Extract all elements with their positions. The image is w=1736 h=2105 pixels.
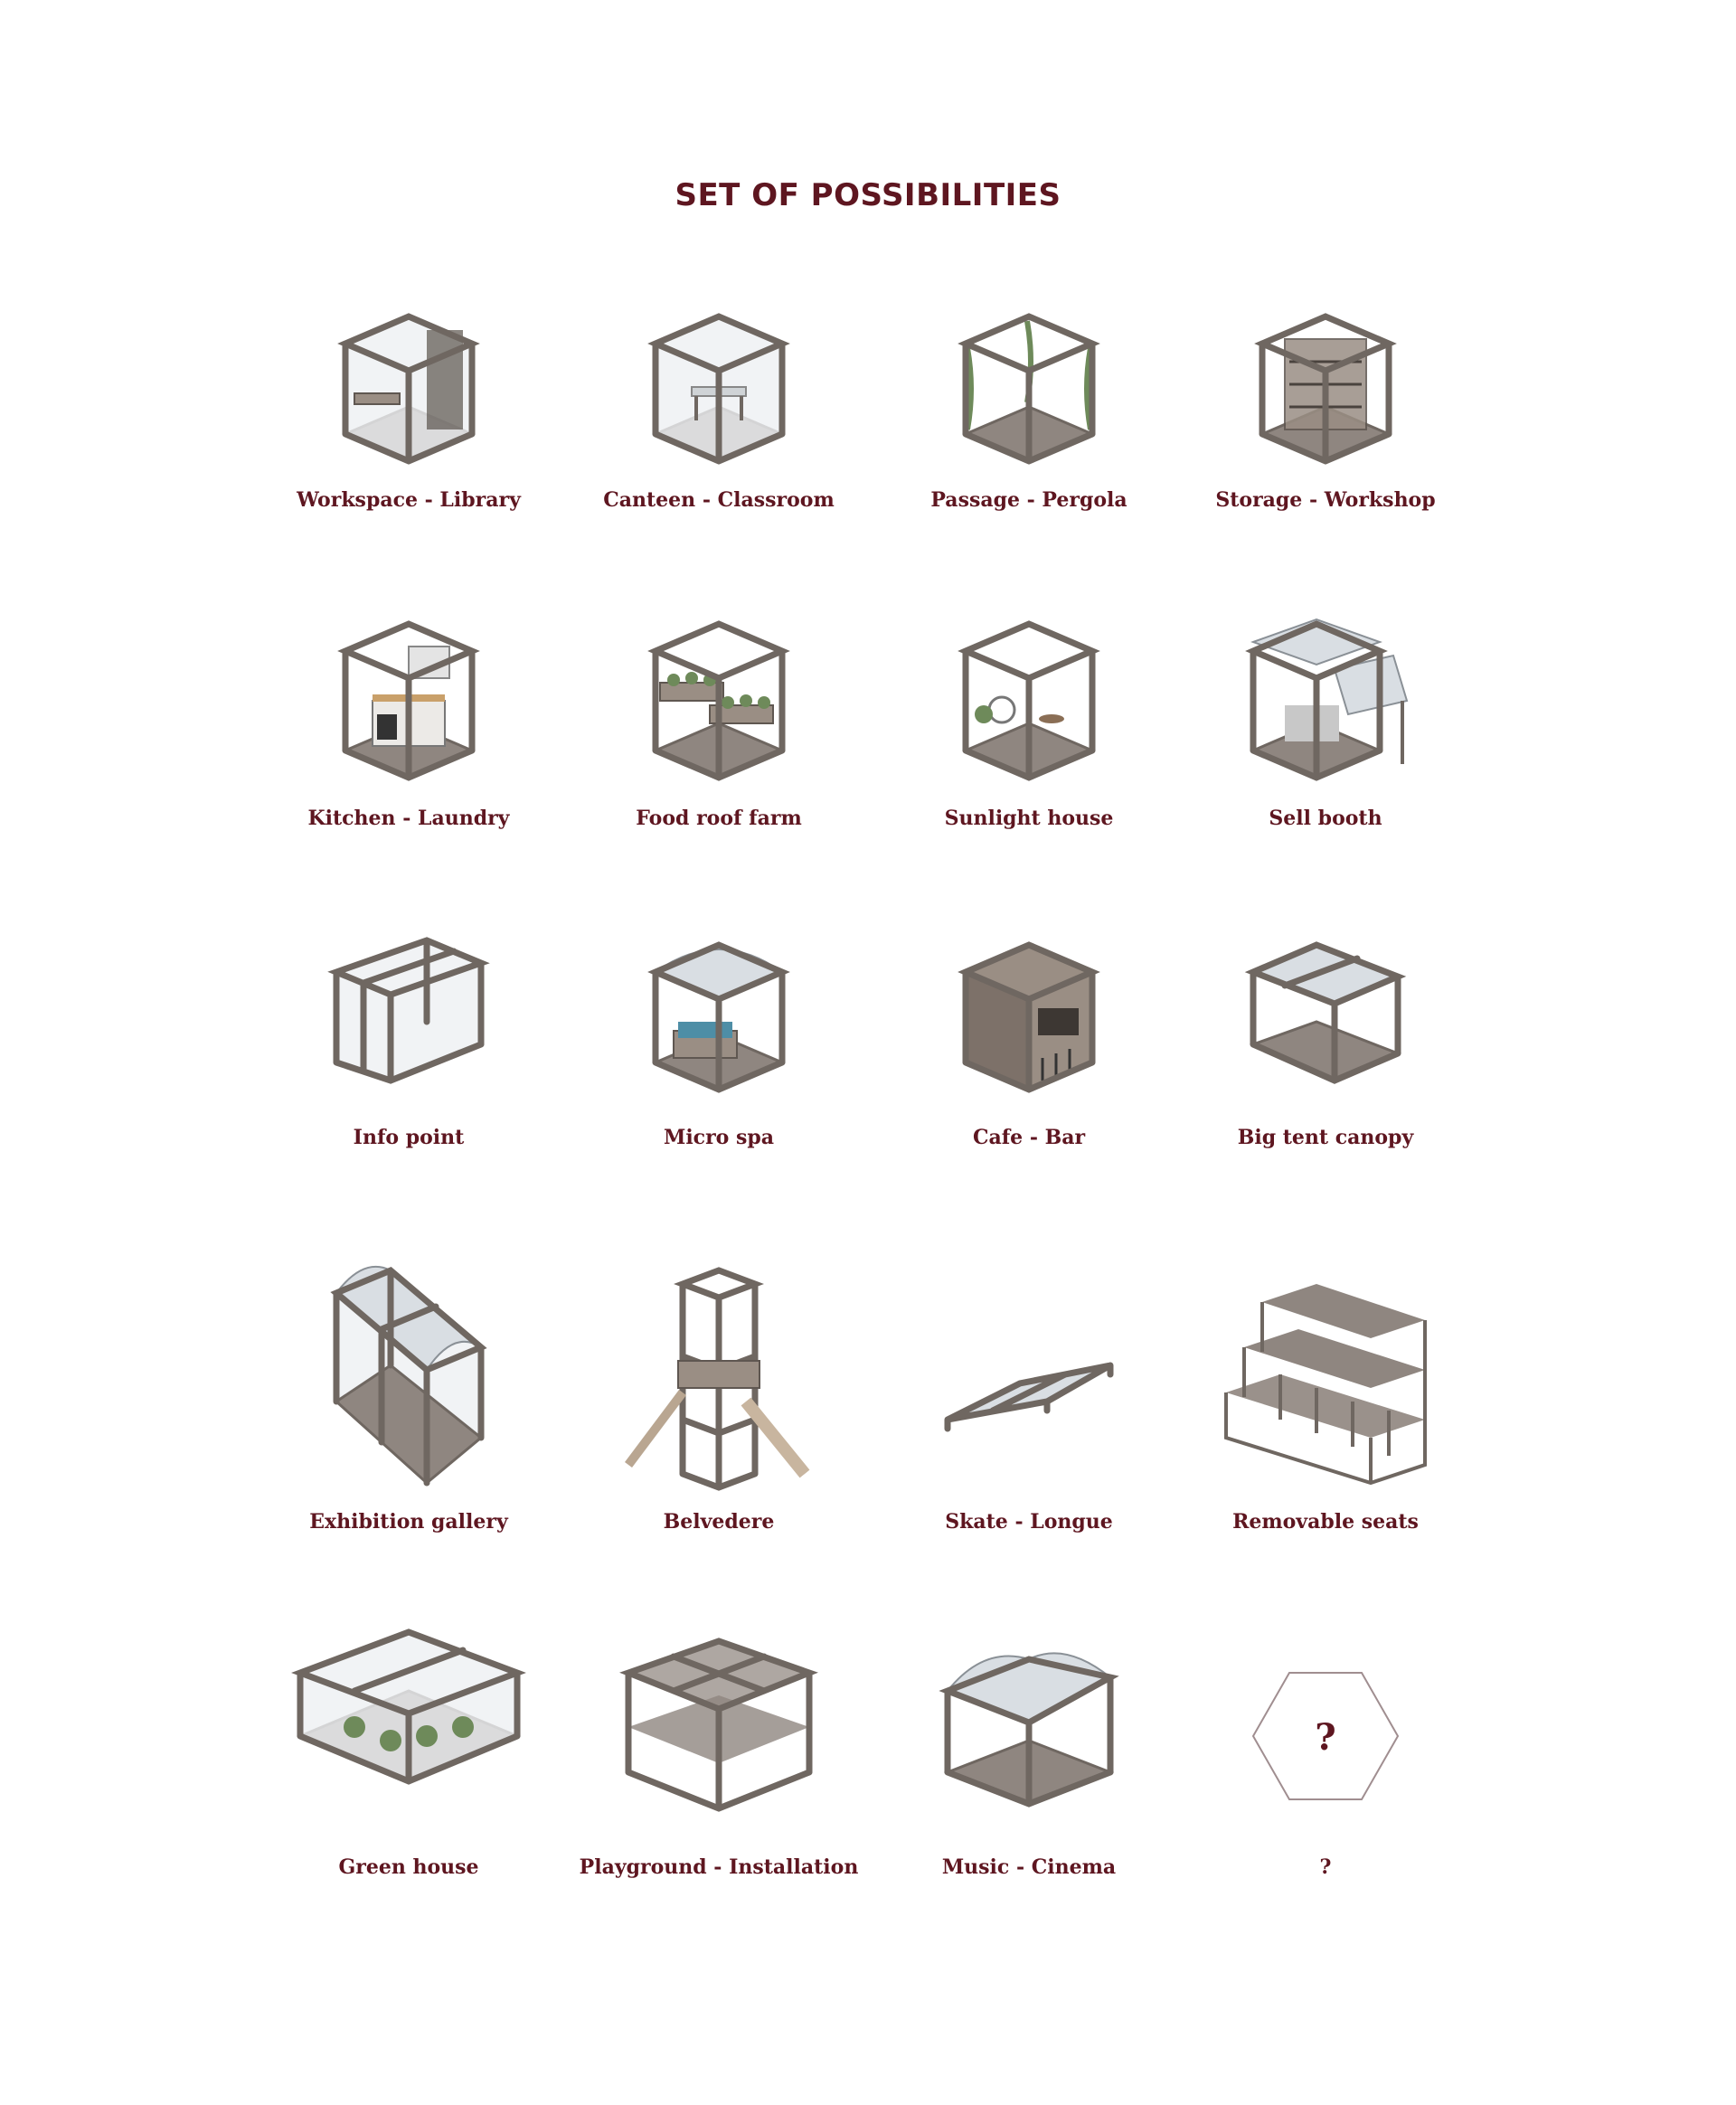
module-label: Canteen - Classroom xyxy=(603,488,835,512)
module-label: Big tent canopy xyxy=(1237,1126,1414,1149)
library-module-icon xyxy=(327,307,490,470)
module-label: Skate - Longue xyxy=(945,1510,1113,1534)
module-label: Passage - Pergola xyxy=(930,488,1127,512)
module-label: Cafe - Bar xyxy=(972,1126,1086,1149)
module-label: Sunlight house xyxy=(944,807,1114,830)
module-label: Exhibition gallery xyxy=(309,1510,508,1534)
spa-module-icon xyxy=(637,936,800,1099)
farm-module-icon xyxy=(637,615,800,787)
canopy-module-icon xyxy=(1235,936,1416,1099)
module-label: Music - Cinema xyxy=(941,1855,1117,1879)
module-label: Info point xyxy=(353,1126,465,1149)
kitchen-module-icon xyxy=(327,615,490,787)
skate-module-icon xyxy=(939,1266,1119,1501)
booth-module-icon xyxy=(1235,615,1416,787)
module-label: Workspace - Library xyxy=(297,488,521,512)
page-title: SET OF POSSIBILITIES xyxy=(675,177,1061,213)
module-label: Micro spa xyxy=(663,1126,775,1149)
module-label: Food roof farm xyxy=(636,807,802,830)
playground-module-icon xyxy=(610,1637,827,1817)
module-label: Removable seats xyxy=(1232,1510,1419,1534)
question-mark: ? xyxy=(1315,1716,1336,1759)
cinema-module-icon xyxy=(939,1637,1119,1817)
storage-module-icon xyxy=(1244,307,1407,470)
question-hexagon-icon xyxy=(1249,1668,1402,1813)
module-label: Storage - Workshop xyxy=(1215,488,1436,512)
canteen-module-icon xyxy=(637,307,800,470)
cafe-module-icon xyxy=(948,936,1110,1099)
module-label: Playground - Installation xyxy=(579,1855,859,1879)
module-label: Kitchen - Laundry xyxy=(307,807,510,830)
sunlight-module-icon xyxy=(948,615,1110,787)
belvedere-module-icon xyxy=(610,1266,827,1501)
info-module-icon xyxy=(318,936,499,1099)
greenhouse-module-icon xyxy=(291,1637,526,1817)
module-label: ? xyxy=(1319,1855,1332,1879)
pergola-module-icon xyxy=(948,307,1110,470)
seats-module-icon xyxy=(1208,1266,1443,1501)
module-label: Green house xyxy=(338,1855,479,1879)
module-label: Belvedere xyxy=(663,1510,775,1534)
module-label: Sell booth xyxy=(1269,807,1382,830)
gallery-module-icon xyxy=(318,1266,499,1501)
